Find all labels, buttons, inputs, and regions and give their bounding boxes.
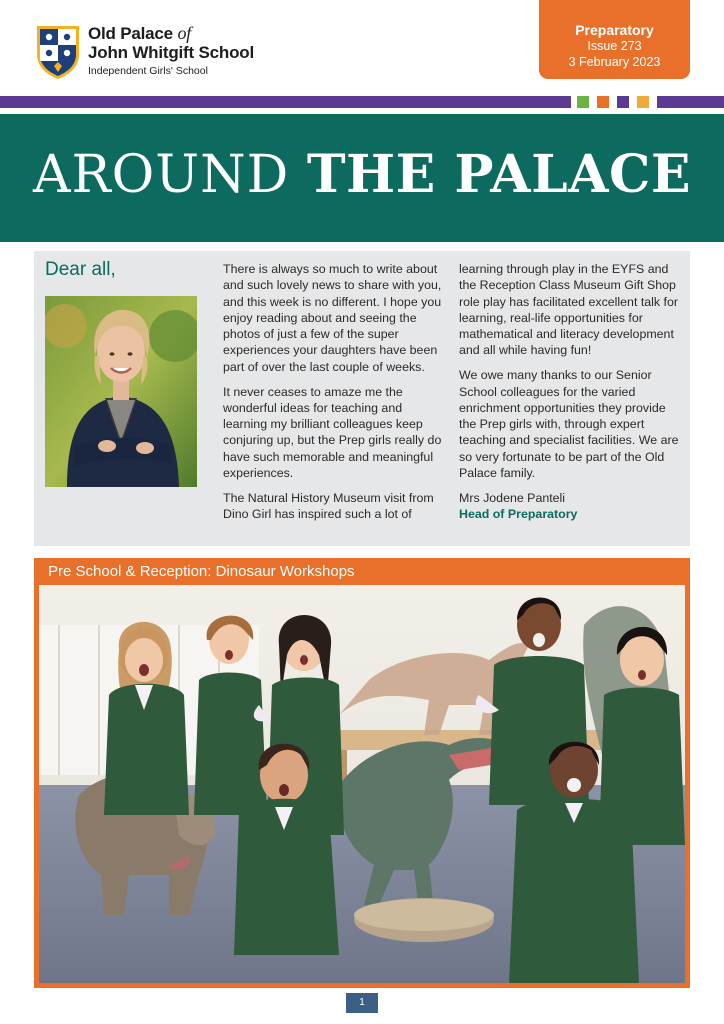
signature-role: Head of Preparatory xyxy=(459,507,578,522)
school-name-of: of xyxy=(177,23,192,43)
letter-paragraph-5: We owe many thanks to our Senior School colleagues for the varied enrichment opportunities they provide the Prep girls with, through expert teaching and specialist facilities. We are so very fortunate to be part of the Old Palace family. xyxy=(459,368,679,481)
school-name-part1: Old Palace xyxy=(88,24,178,43)
letter-greeting: Dear all, xyxy=(45,259,116,280)
purple-square xyxy=(617,96,629,108)
page-number: 1 xyxy=(346,993,378,1013)
head-letter xyxy=(34,251,690,546)
letter-paragraph-3: The Natural History Museum visit from Dino Girl has inspired such a lot of xyxy=(223,490,434,522)
letter-column-1 xyxy=(223,261,445,531)
purple-stripe xyxy=(0,96,571,108)
letter-paragraph-2: It never ceases to amaze me the wonderful ideas for teaching and learning my brilliant colleagues keep conjuring up, but the Prep girls really do have such memorable and meaningful experiences. xyxy=(223,384,442,481)
school-tagline: Independent Girls' School xyxy=(88,65,208,77)
school-name xyxy=(88,24,254,79)
issue-badge xyxy=(539,0,690,79)
banner-title-bold: THE PALACE xyxy=(306,144,692,205)
article-title: Pre School & Reception: Dinosaur Workshops xyxy=(48,563,355,580)
title-banner xyxy=(0,114,724,242)
purple-stripe-end xyxy=(657,96,724,108)
dinosaur-workshop-photo xyxy=(39,585,685,983)
issue-date: 3 February 2023 xyxy=(568,55,661,69)
issue-section: Preparatory xyxy=(575,22,654,38)
school-name-line2: John Whitgift School xyxy=(88,43,254,62)
gold-square xyxy=(637,96,649,108)
letter-paragraph-1: There is always so much to write about and such lovely news to share with you, and this week is no different. I hope you enjoy reading about and seeing the photos of just a few of the super experiences your daughters have been part of over the last couple of weeks. xyxy=(223,262,442,374)
banner-title xyxy=(0,144,724,205)
orange-square xyxy=(597,96,609,108)
issue-number: Issue 273 xyxy=(587,39,642,53)
article-dinosaur-workshops xyxy=(34,558,690,988)
green-square xyxy=(577,96,589,108)
masthead xyxy=(0,0,724,96)
head-of-preparatory-photo xyxy=(45,296,197,487)
letter-column-2 xyxy=(459,261,681,522)
school-crest-icon xyxy=(34,24,82,80)
signature-name: Mrs Jodene Panteli xyxy=(459,490,566,505)
letter-paragraph-4: learning through play in the EYFS and the Reception Class Museum Gift Shop role play has facilitated excellent talk for learning, real-life opportunities for mathematical and literacy development and all while having fun! xyxy=(459,262,679,358)
banner-title-light: AROUND xyxy=(32,145,307,205)
